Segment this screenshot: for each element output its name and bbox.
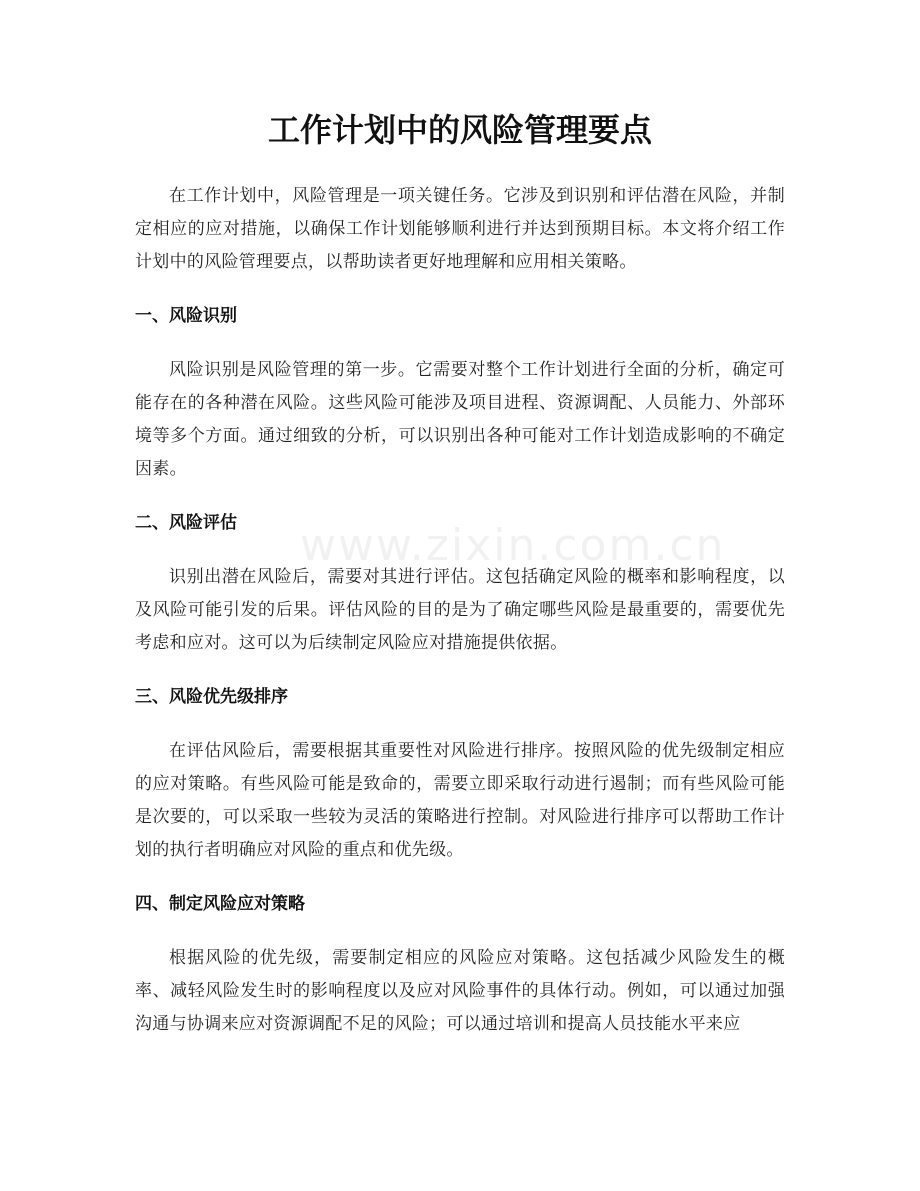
page-title: 工作计划中的风险管理要点	[267, 111, 652, 149]
section-body-risk-priority: 在评估风险后，需要根据其重要性对风险进行排序。按照风险的优先级制定相应的应对策略。有些风险可能是致命的，需要立即采取行动进行遏制；而有些风险可能是次要的，可以采取一些较为灵活的策略进行控制。对风险进行排序可以帮助工作计划的执行者明确应对风险的重点和优先级。	[135, 741, 785, 860]
section-heading-risk-priority: 三、风险优先级排序	[135, 687, 288, 707]
section-heading-risk-assessment: 二、风险评估	[135, 513, 237, 533]
watermark: www.zixin.com.cn	[300, 520, 726, 571]
section-body-risk-strategy: 根据风险的优先级，需要制定相应的风险应对策略。这包括减少风险发生的概率、减轻风险发生时的影响程度以及应对风险事件的具体行动。例如，可以通过加强沟通与协调来应对资源调配不足的风险；可以通过培训和提高人员技能水平来应	[135, 948, 785, 1034]
section-body-risk-identification: 风险识别是风险管理的第一步。它需要对整个工作计划进行全面的分析，确定可能存在的各种潜在风险。这些风险可能涉及项目进程、资源调配、人员能力、外部环境等多个方面。通过细致的分析，可以识别出各种可能对工作计划造成影响的不确定因素。	[135, 360, 785, 479]
intro-paragraph: 在工作计划中，风险管理是一项关键任务。它涉及到识别和评估潜在风险，并制定相应的应对措施，以确保工作计划能够顺利进行并达到预期目标。本文将介绍工作计划中的风险管理要点，以帮助读者更好地理解和应用相关策略。	[135, 186, 785, 272]
document-body	[135, 180, 785, 1041]
section-heading-risk-identification: 一、风险识别	[135, 306, 237, 326]
section-body-risk-assessment: 识别出潜在风险后，需要对其进行评估。这包括确定风险的概率和影响程度，以及风险可能引发的后果。评估风险的目的是为了确定哪些风险是最重要的，需要优先考虑和应对。这可以为后续制定风险应对措施提供依据。	[135, 567, 785, 653]
section-heading-risk-strategy: 四、制定风险应对策略	[135, 894, 305, 914]
